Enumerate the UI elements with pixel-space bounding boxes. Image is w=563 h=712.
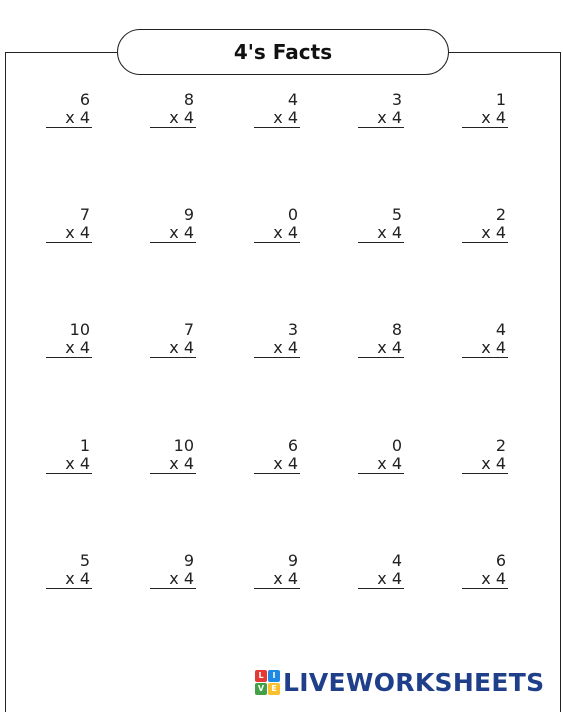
problem-r5-c4 xyxy=(358,551,404,589)
logo-blocks-icon xyxy=(255,670,280,695)
logo-letter-i: I xyxy=(268,670,280,682)
problem-r4-c4 xyxy=(358,436,404,474)
problem-multiplier: x 4 xyxy=(462,339,508,358)
problem-top-number: 5 xyxy=(79,551,90,570)
problem-r3-c2 xyxy=(150,320,196,358)
problem-r1-c3 xyxy=(254,90,300,128)
logo-letter-v: V xyxy=(255,683,267,695)
problem-multiplier: x 4 xyxy=(254,109,300,128)
problem-multiplier: x 4 xyxy=(150,109,196,128)
problem-multiplier: x 4 xyxy=(358,109,404,128)
problem-top-number: 0 xyxy=(391,436,402,455)
problem-multiplier: x 4 xyxy=(46,570,92,589)
problem-multiplier: x 4 xyxy=(254,570,300,589)
problem-r4-c1 xyxy=(46,436,92,474)
problem-top-number: 8 xyxy=(183,90,194,109)
problem-r1-c2 xyxy=(150,90,196,128)
worksheet-title-text: 4's Facts xyxy=(233,40,333,64)
problem-top-number: 9 xyxy=(183,551,194,570)
logo-letter-e: E xyxy=(268,683,280,695)
problem-r4-c3 xyxy=(254,436,300,474)
problem-top-number: 4 xyxy=(287,90,298,109)
problem-top-number: 4 xyxy=(391,551,402,570)
problem-r4-c2 xyxy=(150,436,196,474)
problem-top-number: 1 xyxy=(79,436,90,455)
problem-r4-c5 xyxy=(462,436,508,474)
problem-top-number: 9 xyxy=(183,205,194,224)
problem-r5-c3 xyxy=(254,551,300,589)
problem-r3-c3 xyxy=(254,320,300,358)
problem-r5-c1 xyxy=(46,551,92,589)
worksheet-title xyxy=(117,29,449,75)
problem-r1-c4 xyxy=(358,90,404,128)
problem-multiplier: x 4 xyxy=(462,455,508,474)
problem-top-number: 6 xyxy=(495,551,506,570)
problem-top-number: 10 xyxy=(173,436,194,455)
problem-multiplier: x 4 xyxy=(46,339,92,358)
problem-top-number: 2 xyxy=(495,205,506,224)
problem-multiplier: x 4 xyxy=(46,109,92,128)
logo-letter-l: L xyxy=(255,670,267,682)
problem-top-number: 1 xyxy=(495,90,506,109)
problem-top-number: 5 xyxy=(391,205,402,224)
problem-multiplier: x 4 xyxy=(358,570,404,589)
problem-r1-c1 xyxy=(46,90,92,128)
problem-top-number: 0 xyxy=(287,205,298,224)
problem-top-number: 6 xyxy=(287,436,298,455)
problem-top-number: 6 xyxy=(79,90,90,109)
problem-r3-c4 xyxy=(358,320,404,358)
problem-multiplier: x 4 xyxy=(150,339,196,358)
problem-r2-c2 xyxy=(150,205,196,243)
problem-multiplier: x 4 xyxy=(358,224,404,243)
problem-r2-c4 xyxy=(358,205,404,243)
problem-multiplier: x 4 xyxy=(358,339,404,358)
problem-r3-c5 xyxy=(462,320,508,358)
problem-multiplier: x 4 xyxy=(254,455,300,474)
worksheet-frame xyxy=(5,52,561,712)
problem-multiplier: x 4 xyxy=(462,224,508,243)
problem-top-number: 2 xyxy=(495,436,506,455)
problem-multiplier: x 4 xyxy=(150,224,196,243)
problem-multiplier: x 4 xyxy=(254,339,300,358)
problem-multiplier: x 4 xyxy=(46,455,92,474)
problem-r2-c5 xyxy=(462,205,508,243)
brand-name: LIVEWORKSHEETS xyxy=(283,667,545,697)
problem-r2-c1 xyxy=(46,205,92,243)
problem-top-number: 7 xyxy=(183,320,194,339)
problem-r3-c1 xyxy=(46,320,92,358)
problem-multiplier: x 4 xyxy=(462,109,508,128)
problem-top-number: 3 xyxy=(287,320,298,339)
problem-multiplier: x 4 xyxy=(358,455,404,474)
liveworksheets-logo[interactable] xyxy=(255,667,544,697)
problem-r5-c2 xyxy=(150,551,196,589)
problem-top-number: 9 xyxy=(287,551,298,570)
problem-top-number: 7 xyxy=(79,205,90,224)
problem-multiplier: x 4 xyxy=(462,570,508,589)
problem-r2-c3 xyxy=(254,205,300,243)
problem-multiplier: x 4 xyxy=(150,455,196,474)
problem-top-number: 4 xyxy=(495,320,506,339)
problem-r5-c5 xyxy=(462,551,508,589)
problem-multiplier: x 4 xyxy=(46,224,92,243)
problem-multiplier: x 4 xyxy=(254,224,300,243)
problem-multiplier: x 4 xyxy=(150,570,196,589)
problem-top-number: 8 xyxy=(391,320,402,339)
problem-r1-c5 xyxy=(462,90,508,128)
problem-top-number: 3 xyxy=(391,90,402,109)
problem-top-number: 10 xyxy=(69,320,90,339)
